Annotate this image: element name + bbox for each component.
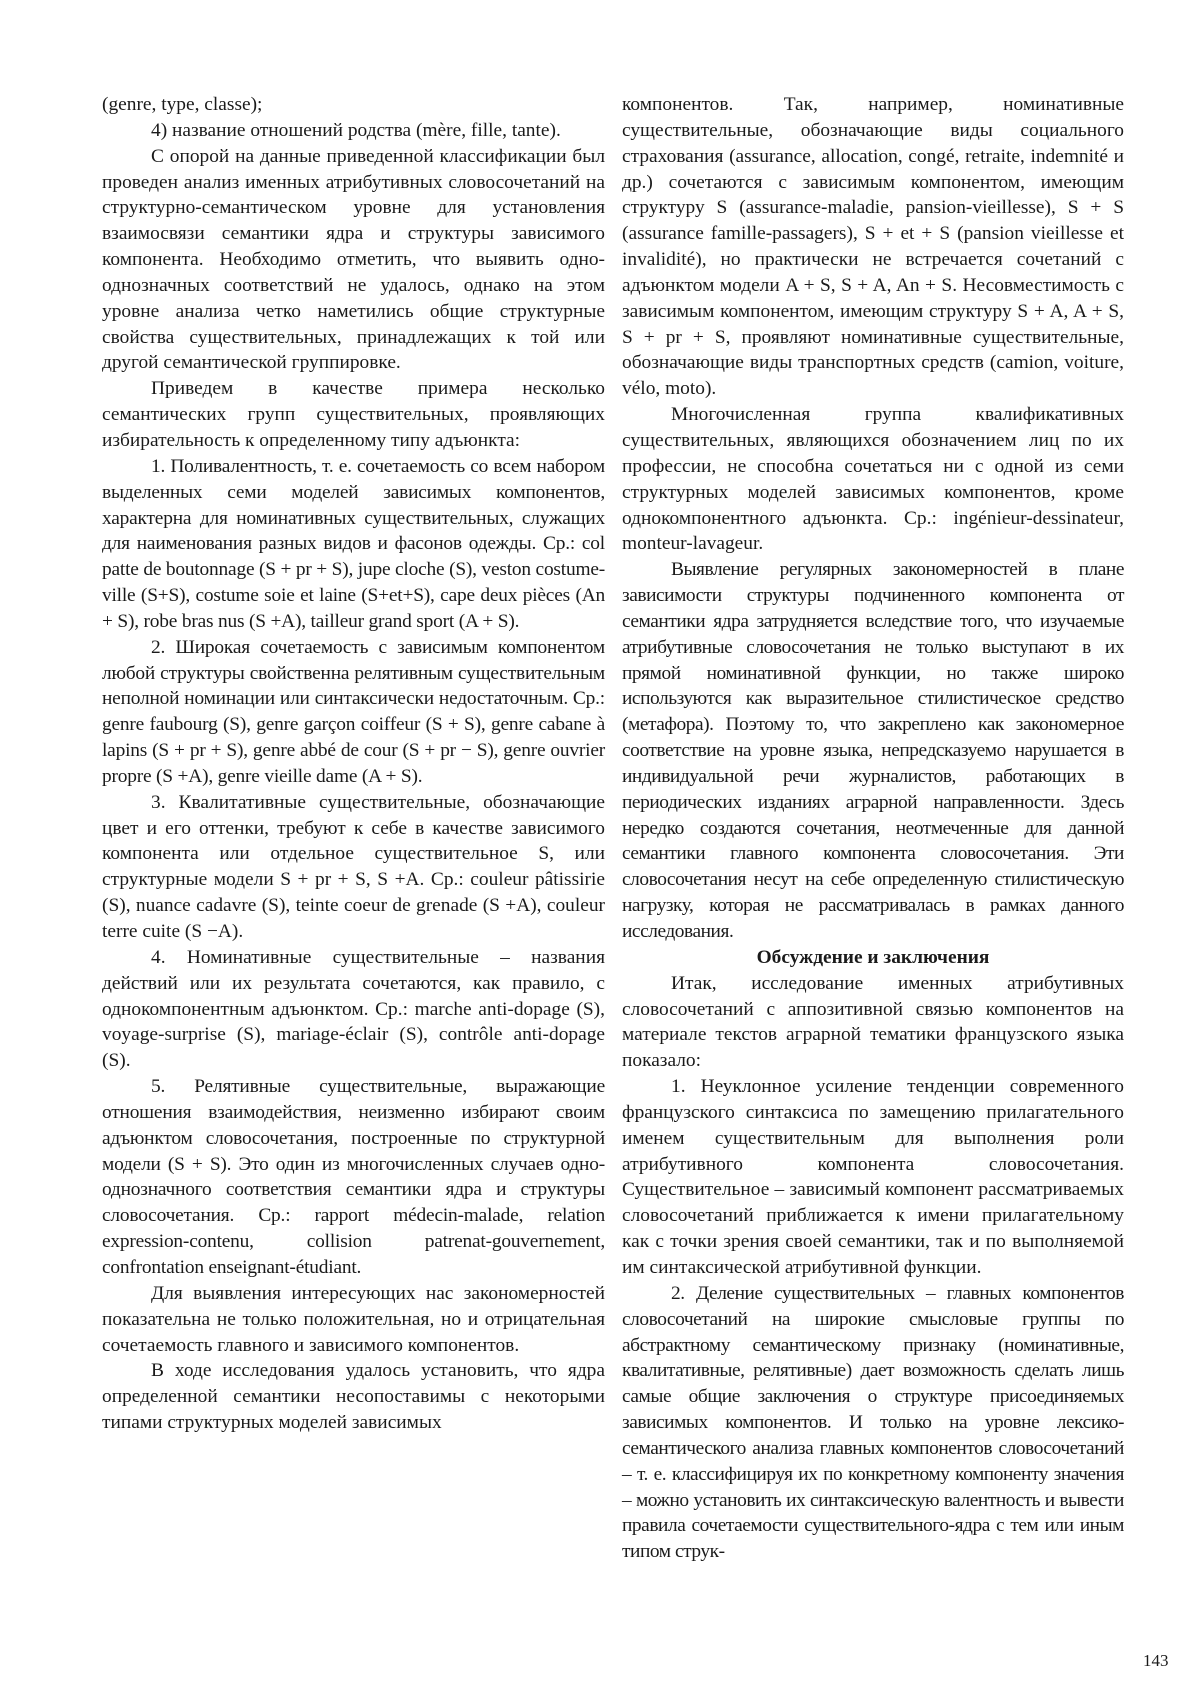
right-column [622,92,1124,1565]
paragraph: 2. Широкая сочетаемость с зависимым компонентом любой структуры свойственна релятивным существительным неполной номинации или синтаксически недостаточным. Ср.: genre faubourg (S), genre garçon coiffeur (S + S), genre cabane à lapins (S + pr + S), genre abbé de cour (S + pr − S), genre ouvrier propre (S +A), genre vieille dame (A + S). [102,636,605,787]
paragraph: 2. Деление существительных – главных компонентов словосочетаний на широкие смысловые группы по абстрактному семантическому признаку (номинативные, квалитативные, релятивные) дает возможность сделать лишь самые общие заключения о структуре присоединяемых зависимых компонентов. И только на уровне лексико-семантического анализа главных компонентов словосочетаний – т. е. классифицируя их по конкретному компоненту значения – можно установить их синтаксическую валентность и вывести правила сочетаемости существительного-ядра с тем или иным типом струк- [622,1282,1124,1563]
paragraph: (genre, type, classe); [102,94,263,115]
left-column [102,92,605,1436]
paragraph: 5. Релятивные существительные, выражающие отношения взаимодействия, неизменно избирают своим адъюнктом словосочетания, построенные по структурной модели (S + S). Это один из многочисленных случаев одно-однозначного соответствия семантики ядра и структуры словосочетания. Ср.: rapport médecin-malade, relation expression-contenu, collision patrenat-gouvernement, confrontation enseignant-étudiant. [102,1076,605,1278]
paragraph: Приведем в качестве примера несколько семантических групп существительных, проявляющих избирательность к определенному типу адъюнкта: [102,378,605,451]
paragraph: Выявление регулярных закономерностей в плане зависимости структуры подчиненного компонента от семантики ядра затрудняется вследствие того, что изучаемые атрибутивные словосочетания не только выступают в их прямой номинативной функции, но также широко используются как выразительное стилистическое средство (метафора). Поэтому то, что закреплено как закономерное соответствие на уровне языка, непредсказуемо нарушается в индивидуальной речи журналистов, работающих в периодических изданиях аграрной направленности. Здесь нередко создаются сочетания, неотмеченные для данной семантики главного компонента словосочетания. Эти словосочетания несут на себе определенную стилистическую нагрузку, которая не рассматривалась в рамках данного исследования. [622,559,1124,942]
paragraph: Многочисленная группа квалификативных существительных, являющихся обозначением лиц по их профессии, не способна сочетаться ни с одной из семи структурных моделей зависимых компонентов, кроме однокомпонентного адъюнкта. Ср.: ingénieur-dessinateur, monteur-lavageur. [622,404,1124,555]
paragraph: 4) название отношений родства (mère, fille, tante). [151,119,561,141]
paragraph: 4. Номинативные существительные – названия действий или их результата сочетаются, как правило, с однокомпонентным адъюнктом. Ср.: marche anti-dopage (S), voyage-surprise (S), mariage-éclair (S), contrôle anti-dopage (S). [102,946,605,1072]
paragraph: 1. Поливалентность, т. е. сочетаемость со всем набором выделенных семи моделей зависимых компонентов, характерна для номинативных существительных, служащих для наименования разных видов и фасонов одежды. Ср.: col patte de boutonnage (S + pr + S), jupe cloche (S), veston costume-ville (S+S), costume soie et laine (S+et+S), cape deux pièces (An + S), robe bras nus (S +A), tailleur grand sport (A + S). [102,455,606,632]
paragraph: С опорой на данные приведенной классификации был проведен анализ именных атрибутивных словосочетаний на структурно-семантическом уровне для установления взаимосвязи семантики ядра и структуры зависимого компонента. Необходимо отметить, что выявить одно-однозначных соответствий не удалось, однако на этом уровне анализа четко наметились общие структурные свойства существительных, принадлежащих к той или другой семантической группировке. [102,145,605,374]
page-number: 143 [1143,1651,1169,1670]
paragraph: 3. Квалитативные существительные, обозначающие цвет и его оттенки, требуют к себе в качестве зависимого компонента или отдельное существительное S, или структурные модели S + pr + S, S +A. Ср.: couleur pâtissirie (S), nuance cadavre (S), teinte coeur de grenade (S +A), couleur terre cuite (S −A). [102,791,605,942]
paragraph: Для выявления интересующих нас закономерностей показательна не только положительная, но и отрицательная сочетаемость главного и зависимого компонентов. [102,1282,605,1356]
paragraph: Итак, исследование именных атрибутивных словосочетаний с аппозитивной связью компонентов на материале текстов аграрной тематики французского языка показало: [622,972,1124,1072]
paragraph: компонентов. Так, например, номинативные существительные, обозначающие виды социального страхования (assurance, allocation, congé, retraite, indemnité и др.) сочетаются с зависимым компонентом, имеющим структуру S (assurance-maladie, pansion-vieillesse), S + S (assurance famille-passagers), S + et + S (pansion vieillesse et invalidité), но практически не встречается сочетаний с адъюнктом модели A + S, S + A, An + S. Несовместимость с зависимым компонентом, имеющим структуру S + A, A + S, S + pr + S, проявляют номинативные существительные, обозначающие виды транспортных средств (camion, voiture, vélo, moto). [622,94,1124,400]
paragraph: В ходе исследования удалось установить, что ядра определенной семантики несопоставимы с некоторыми типами структурных моделей зависимых [102,1360,605,1434]
section-heading: Обсуждение и заключения [756,946,990,968]
paragraph: 1. Неуклонное усиление тенденции современного французского синтаксиса по замещению прилагательного именем существительным для выполнения роли атрибутивного компонента словосочетания. Существительное – зависимый компонент рассматриваемых словосочетаний приближается к имени прилагательному как с точки зрения своей семантики, так и по выполняемой им синтаксической атрибутивной функции. [622,1076,1124,1278]
